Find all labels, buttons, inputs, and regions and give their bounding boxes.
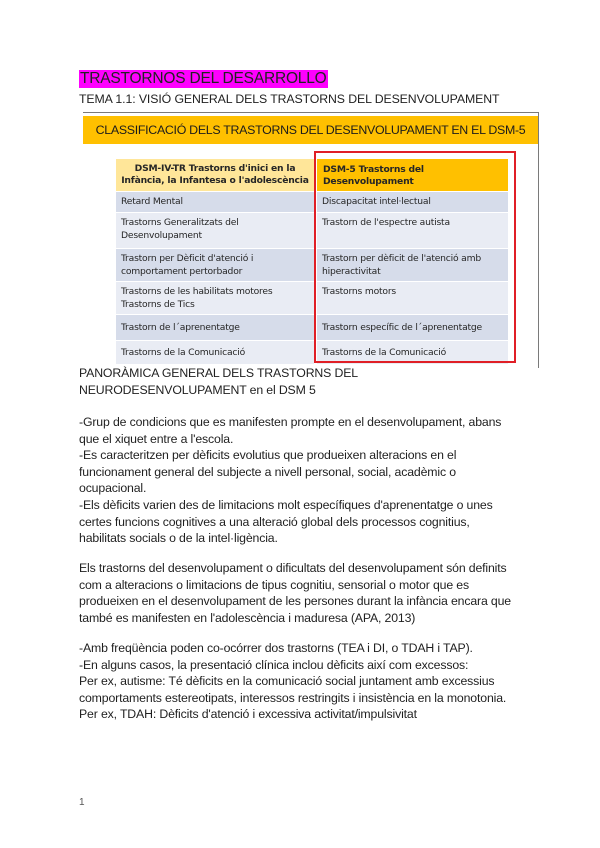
cell-dsm-5: Trastorn de l'espectre autista: [317, 213, 508, 248]
paragraph-comorbidity: [79, 640, 519, 723]
cell-dsm-iv: Trastorn de l´aprenentatge: [116, 315, 317, 340]
section-heading-line: PANORÀMICA GENERAL DELS TRASTORNS DEL: [79, 366, 358, 380]
cell-dsm-5: Trastorns de la Comunicació: [317, 341, 508, 364]
paragraph-definition: [79, 560, 519, 626]
bullet-text: Per ex, TDAH: Dèficits d'atenció i excessiva activitat/impulsivitat: [79, 707, 417, 722]
cell-dsm-iv: Trastorns de les habilitats motores Trastorns de Tics: [116, 282, 317, 314]
figure-border-top: [83, 112, 539, 113]
section-heading: [79, 365, 519, 398]
bullet-text: Per ex, autisme: Té dèficits en la comunicació social juntament amb excessius comportaments estereotipats, interessos restringits i insistència en la monotonia.: [79, 674, 507, 705]
bullet-text: -Els dèficits varien des de limitacions molt específiques d'aprenentatge o unes certes funcions cognitives a una alteració global dels processos cognitius, habilitats socials o de la intel·ligència.: [79, 497, 493, 546]
document-subtitle: TEMA 1.1: VISIÓ GENERAL DELS TRASTORNS DEL DESENVOLUPAMENT: [79, 92, 500, 106]
document-title: TRASTORNOS DEL DESARROLLO: [80, 70, 327, 87]
bullet-text: -Es caracteritzen per dèficits evolutius que produeixen alteracions en el funcionament general del subjecte a nivell personal, social, acadèmic o ocupacional.: [79, 448, 457, 496]
cell-dsm-5: Trastorn específic de l´aprenentatge: [317, 315, 508, 340]
cell-dsm-iv: Retard Mental: [116, 192, 317, 212]
figure-border-right: [538, 112, 539, 368]
page-number: 1: [79, 797, 85, 808]
header-dsm-5: DSM-5 Trastorns del Desenvolupament: [317, 159, 508, 191]
cell-dsm-iv: Trastorn per Dèficit d'atenció i comportament pertorbador: [116, 249, 317, 281]
paragraph-characteristics: [79, 414, 519, 547]
cell-dsm-iv: Trastorns Generalitzats del Desenvolupament: [116, 213, 317, 248]
cell-dsm-5: Trastorn per dèficit de l'atenció amb hiperactivitat: [317, 249, 508, 281]
bullet-text: -Grup de condicions que es manifesten prompte en el desenvolupament, abans que el xiquet entre a l'escola.: [79, 415, 502, 446]
section-heading-line: NEURODESENVOLUPAMENT en el DSM 5: [79, 382, 316, 397]
cell-dsm-5: Discapacitat intel·lectual: [317, 192, 508, 212]
cell-dsm-iv: Trastorns de la Comunicació: [116, 341, 317, 364]
figure-banner-text: CLASSIFICACIÓ DELS TRASTORNS DEL DESENVOLUPAMENT EN EL DSM-5: [95, 123, 526, 137]
figure-banner: [83, 116, 538, 144]
dsm5-highlight-box: [314, 151, 516, 363]
bullet-text: -Amb freqüència poden co-ocórrer dos trastorns (TEA i DI, o TDAH i TAP).: [79, 641, 473, 655]
bullet-text: -En alguns casos, la presentació clínica inclou dèficits així com excessos:: [79, 657, 469, 672]
definition-text: Els trastorns del desenvolupament o dificultats del desenvolupament són definits com a alteracions o limitacions de tipus cognitiu, sensorial o motor que es produeixen en el desenvolupament de les persones durant la infància encara que també es manifesten en l'adolescència i maduresa (APA, 2013): [79, 561, 511, 625]
header-dsm-iv: DSM-IV-TR Trastorns d'inici en la Infància, la Infantesa o l'adolescència: [116, 159, 317, 191]
cell-dsm-5: Trastorns motors: [317, 282, 508, 314]
